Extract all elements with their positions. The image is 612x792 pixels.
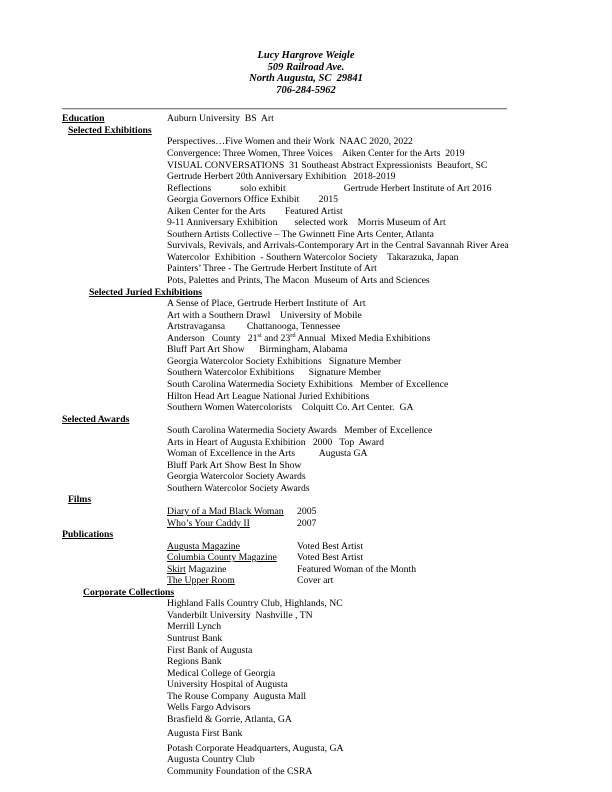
list-item: A Sense of Place, Gertrude Herbert Institute of Art [167,298,366,310]
list-item: Southern Watercolor Exhibitions Signature Member [167,367,382,379]
table-row [0,575,612,587]
list-item: Southern Women Watercolorists Colquitt Co. Art Center. GA [167,402,414,414]
list-item: Aiken Center for the Arts Featured Artist [167,205,343,217]
list-item: Survivals, Revivals, and Arrivals-Contemporary Art in the Central Savannah River Area [167,240,509,252]
list-item: Bluff Part Art Show Birmingham, Alabama [167,344,348,356]
selected-juried-exhibitions-heading: Selected Juried Exhibitions [89,286,203,298]
publication-note: Featured Woman of the Month [297,563,417,575]
list-item: Arts in Heart of Augusta Exhibition 2000 Top Award [167,436,385,448]
publications-list [0,541,612,587]
list-item: Suntrust Bank [167,632,223,644]
list-item: Brasfield & Gorrie, Atlanta, GA [167,713,292,725]
list-item: Merrill Lynch [167,621,222,633]
publication-title: The Upper Room [167,575,235,587]
publication-note: Voted Best Artist [297,540,364,552]
list-item: Southern Artists Collective – The Gwinnett Fine Arts Center, Atlanta [167,228,434,240]
anderson-post: Annual Mixed Media Exhibitions [295,332,431,344]
list-item: Painters’ Three - The Gertrude Herbert Institute of Art [167,263,377,275]
city-state-zip: North Augusta, SC 29841 [249,73,363,85]
list-item-anderson [0,333,612,345]
list-item: Reflections solo exhibit Gertrude Herbert Institute of Art 2016 [167,182,492,194]
list-item: South Carolina Watermedia Society Awards Member of Excellence [167,425,433,437]
ordinal-suffix-st: st [257,331,262,339]
list-item: Augusta First Bank [167,728,243,740]
list-item: Potash Corporate Headquarters, Augusta, GA [167,742,344,754]
list-item: 9-11 Anniversary Exhibition selected work Morris Museum of Art [167,217,446,229]
list-item: Georgia Watercolor Society Exhibitions Signature Member [167,355,402,367]
list-item: University Hospital of Augusta [167,679,288,691]
education-heading: Education [62,113,105,125]
list-item: Pots, Palettes and Prints, The Macon Museum of Arts and Sciences [167,275,430,287]
street-address: 509 Railroad Ave. [267,61,345,73]
publication-title: Columbia County Magazine [167,552,277,564]
list-item: Wells Fargo Advisors [167,702,251,714]
publication-title: Skirt [167,563,186,575]
list-item: Hilton Head Art League National Juried Exhibitions [167,390,370,402]
films-list [0,506,612,529]
resume-body [0,110,612,777]
table-row [0,541,612,553]
ordinal-suffix-rd: rd [290,331,296,339]
list-item: Georgia Governors Office Exhibit 2015 [167,194,339,206]
selected-juried-exhibitions-list [0,298,612,413]
corporate-collections-heading: Corporate Collections [83,586,175,598]
list-item: Augusta Country Club [167,754,255,766]
full-name: Lucy Hargrove Weigle [257,50,355,61]
corporate-collections-list [0,598,612,777]
list-item: Southern Watercolor Society Awards [167,482,310,494]
table-row [0,506,612,518]
education-value: Auburn University BS Art [167,113,274,125]
film-year: 2007 [297,517,317,529]
selected-awards-heading: Selected Awards [62,413,130,425]
selected-exhibitions-list [0,136,612,286]
list-item: Gertrude Herbert 20th Anniversary Exhibition 2018-2019 [167,171,396,183]
education-section [0,113,612,125]
anderson-mid: and 23 [261,332,291,344]
selected-awards-list [0,425,612,494]
list-item: Bluff Park Art Show Best In Show [167,459,302,471]
list-item: The Rouse Company Augusta Mall [167,690,307,702]
phone-number: 706-284-5962 [276,84,336,96]
list-item: South Carolina Watermedia Society Exhibitions Member of Excellence [167,378,449,390]
publication-note: Cover art [297,575,334,587]
list-item: Convergence: Three Women, Three Voices Aiken Center for the Arts 2019 [167,148,465,160]
list-item: Woman of Excellence in the Arts Augusta GA [167,448,368,460]
film-title: Diary of a Mad Black Woman [167,505,284,517]
selected-exhibitions-heading: Selected Exhibitions [68,124,152,136]
table-row [0,552,612,564]
publication-note: Voted Best Artist [297,552,364,564]
list-item: Watercolor Exhibition - Southern Watercolor Society Takarazuka, Japan [167,251,459,263]
table-row [0,564,612,576]
film-title: Who’s Your Caddy II [167,517,250,529]
films-heading: Films [68,494,92,506]
contact-header [0,0,612,96]
publications-heading: Publications [62,529,114,541]
film-year: 2005 [297,505,317,517]
list-item: Medical College of Georgia [167,667,276,679]
list-item: Vanderbilt University Nashville , TN [167,609,313,621]
list-item: Community Foundation of the CSRA [167,766,313,777]
header-divider-wrap [0,96,612,110]
list-item: First Bank of Augusta [167,644,253,656]
list-item: Perspectives…Five Women and their Work NAAC 2020, 2022 [167,136,413,148]
list-item: Art with a Southern Drawl University of Mobile [167,309,362,321]
list-item: Regions Bank [167,656,222,668]
table-row [0,518,612,530]
list-item: Artstravagansa Chattanooga, Tennessee [167,321,341,333]
publication-title: Augusta Magazine [167,540,240,552]
publication-title-suffix: Magazine [185,563,227,575]
list-item: Georgia Watercolor Society Awards [167,471,306,483]
list-item: Highland Falls Country Club, Highlands, NC [167,598,343,610]
anderson-pre: Anderson County 21 [167,332,258,344]
list-item: VISUAL CONVERSATIONS 31 Southeast Abstract Expressionists Beaufort, SC [167,159,488,171]
